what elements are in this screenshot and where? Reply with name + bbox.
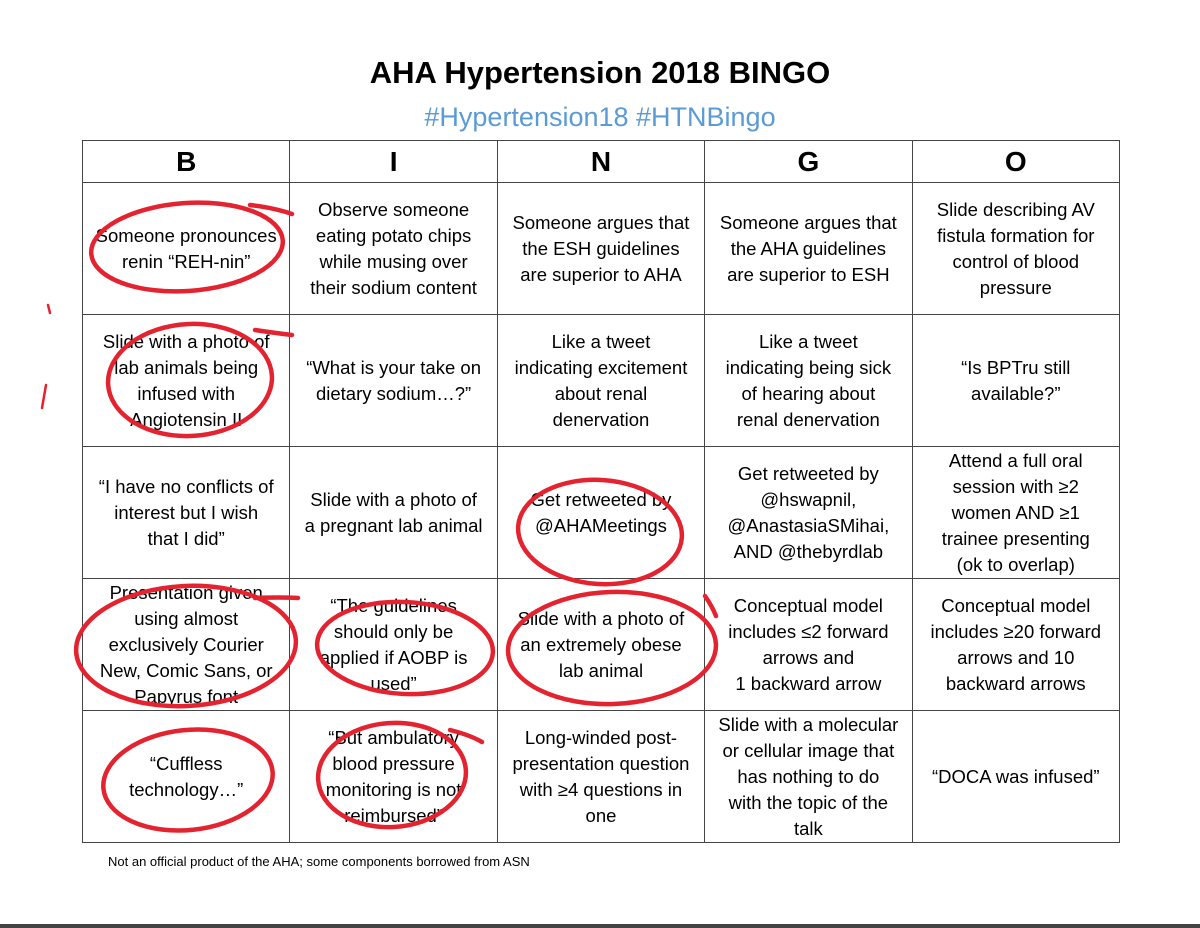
- bingo-cell-text: Like a tweet indicating being sick of hearing about renal denervation: [725, 330, 892, 430]
- bingo-cell-text: Attend a full oral session with ≥2 women AND ≥1 trainee presenting (ok to overlap): [941, 449, 1090, 575]
- bingo-cell-text: Slide with a photo of an extremely obese lab animal: [517, 607, 685, 681]
- page-subtitle: #Hypertension18 #HTNBingo: [424, 102, 776, 132]
- bingo-cell-text: “What is your take on dietary sodium…?”: [306, 356, 481, 404]
- bingo-cell-text: Slide with a photo of lab animals being infused with Angiotensin II: [102, 330, 270, 430]
- bingo-cell-r3-c2: [290, 447, 497, 579]
- bingo-cell-r4-c4: [705, 579, 912, 711]
- bingo-row-1: [83, 183, 1120, 315]
- bingo-cell-r1-c5: [912, 183, 1119, 315]
- bingo-cell-r4-c1: [83, 579, 290, 711]
- bingo-cell-text: Someone argues that the ESH guidelines are superior to AHA: [512, 211, 690, 285]
- bingo-cell-text: Someone argues that the AHA guidelines are superior to ESH: [719, 211, 897, 285]
- bingo-cell-text: “Is BPTru still available?”: [961, 356, 1071, 404]
- bingo-cell-text: “DOCA was infused”: [931, 765, 1100, 787]
- bingo-row-5: [83, 711, 1120, 843]
- bingo-cell-r5-c5: [912, 711, 1119, 843]
- stray-mark: [42, 385, 46, 408]
- bingo-cell-r3-c5: [912, 447, 1119, 579]
- bingo-cell-r2-c1: [83, 315, 290, 447]
- bingo-header-row: [83, 141, 1120, 183]
- bingo-cell-r5-c4: [705, 711, 912, 843]
- bingo-cell-r4-c2: [290, 579, 497, 711]
- bingo-cell-text: Presentation given using almost exclusively Courier New, Comic Sans, or Papyrus font: [99, 581, 273, 707]
- bingo-row-2: [83, 315, 1120, 447]
- bingo-cell-r3-c4: [705, 447, 912, 579]
- bingo-cell-r2-c5: [912, 315, 1119, 447]
- bingo-cell-r2-c3: [497, 315, 704, 447]
- bingo-cell-text: “The guidelines should only be applied if AOBP is used”: [319, 594, 468, 694]
- bingo-cell-r5-c3: [497, 711, 704, 843]
- bingo-cell-r5-c2: [290, 711, 497, 843]
- column-header-o: O: [912, 141, 1119, 183]
- bingo-cell-text: Like a tweet indicating excitement about renal denervation: [514, 330, 688, 430]
- bingo-cell-r3-c3: [497, 447, 704, 579]
- column-header-i: I: [290, 141, 497, 183]
- bingo-cell-r1-c3: [497, 183, 704, 315]
- bingo-cell-text: Slide with a photo of a pregnant lab animal: [304, 488, 483, 536]
- column-header-b: B: [83, 141, 290, 183]
- column-header-n: N: [497, 141, 704, 183]
- bingo-row-3: [83, 447, 1120, 579]
- bingo-card: [82, 140, 1120, 843]
- page-title: AHA Hypertension 2018 BINGO: [369, 55, 831, 90]
- bingo-cell-text: Get retweeted by @AHAMeetings: [530, 488, 672, 536]
- bingo-cell-r1-c2: [290, 183, 497, 315]
- bingo-cell-r2-c2: [290, 315, 497, 447]
- bottom-border: [0, 924, 1200, 928]
- stray-mark: [48, 305, 50, 313]
- bingo-cell-r5-c1: [83, 711, 290, 843]
- bingo-row-4: [83, 579, 1120, 711]
- bingo-cell-r1-c4: [705, 183, 912, 315]
- footer-disclaimer: Not an official product of the AHA; some components borrowed from ASN: [108, 854, 530, 869]
- bingo-cell-text: Conceptual model includes ≤2 forward arrows and 1 backward arrow: [728, 594, 889, 694]
- bingo-cell-r1-c1: [83, 183, 290, 315]
- bingo-cell-text: Someone pronounces renin “REH-nin”: [95, 224, 277, 272]
- bingo-cell-r3-c1: [83, 447, 290, 579]
- bingo-cell-text: “Cuffless technology…”: [129, 752, 244, 800]
- bingo-cell-text: Conceptual model includes ≥20 forward arrows and 10 backward arrows: [930, 594, 1102, 694]
- bingo-cell-text: Slide describing AV fistula formation for control of blood pressure: [936, 198, 1095, 298]
- column-header-g: G: [705, 141, 912, 183]
- bingo-cell-text: Observe someone eating potato chips while musing over their sodium content: [310, 198, 477, 298]
- bingo-cell-text: Long-winded post- presentation question with ≥4 questions in one: [512, 726, 690, 826]
- bingo-cell-text: Get retweeted by @hswapnil, @AnastasiaSMihai, AND @thebyrdlab: [727, 462, 890, 562]
- bingo-cell-r4-c3: [497, 579, 704, 711]
- bingo-cell-text: “But ambulatory blood pressure monitoring is not reimbursed”: [325, 726, 462, 826]
- bingo-cell-text: “I have no conflicts of interest but I wish that I did”: [98, 475, 274, 549]
- bingo-cell-r4-c5: [912, 579, 1119, 711]
- bingo-cell-r2-c4: [705, 315, 912, 447]
- bingo-cell-text: Slide with a molecular or cellular image that has nothing to do with the topic of the talk: [718, 713, 899, 839]
